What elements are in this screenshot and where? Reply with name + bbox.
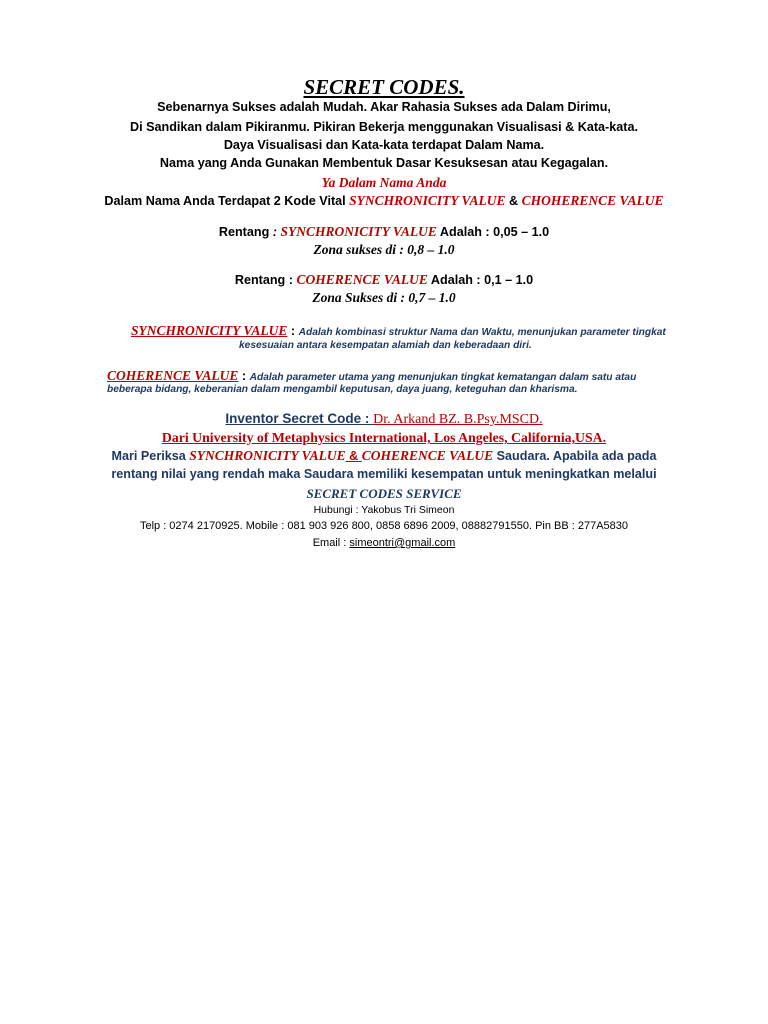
page-title: SECRET CODES. xyxy=(303,75,465,99)
range1-colon: : xyxy=(272,225,281,239)
inventor-line xyxy=(0,411,768,428)
contact-email-line xyxy=(0,537,768,549)
inventor-label: Inventor Secret Code : xyxy=(225,411,374,426)
check-line-2: rentang nilai yang rendah maka Saudara memiliki kesempatan untuk meningkatkan melalui xyxy=(111,467,657,481)
range1-suffix: Adalah : 0,05 – 1.0 xyxy=(436,225,550,239)
intro-line-4: Nama yang Anda Gunakan Membentuk Dasar Kesuksesan atau Kegagalan. xyxy=(159,156,609,170)
check-suffix: Saudara. Apabila ada pada xyxy=(493,449,657,463)
range1-prefix: Rentang xyxy=(218,225,273,239)
def-coherence-line-2: beberapa bidang, keberanian dalam mengambil keputusan, daya juang, keteguhan dan kharisma. xyxy=(107,384,578,395)
def-synchronicity-line-2: kesesuaian antara kesempatan alamiah dan keberadaan diri. xyxy=(239,340,532,351)
vital-codes-line xyxy=(0,193,768,209)
email-link[interactable]: simeontri@gmail.com xyxy=(349,537,456,549)
vital-prefix: Dalam Nama Anda Terdapat 2 Kode Vital xyxy=(104,194,350,208)
inventor-origin: Dari University of Metaphysics International, Los Angeles, California,USA. xyxy=(161,430,607,445)
range-synchronicity-line xyxy=(0,224,768,240)
check-line-1 xyxy=(0,448,768,464)
def1-term: SYNCHRONICITY VALUE xyxy=(131,323,288,338)
intro-line-2: Di Sandikan dalam Pikiranmu. Pikiran Bekerja menggunakan Visualisasi & Kata-kata. xyxy=(130,120,638,134)
zone-synchronicity: Zona sukses di : 0,8 – 1.0 xyxy=(313,242,455,257)
def1-text-1: Adalah kombinasi struktur Nama dan Waktu, menunjukan parameter tingkat xyxy=(298,327,666,338)
def2-text-1: Adalah parameter utama yang menunjukan tingkat kematangan dalam satu atau xyxy=(249,372,637,383)
def-coherence-line-1 xyxy=(107,367,636,385)
ya-dalam-nama: Ya Dalam Nama Anda xyxy=(321,175,447,190)
email-label: Email : xyxy=(312,537,350,549)
range2-suffix: Adalah : 0,1 – 1.0 xyxy=(427,273,534,287)
def2-colon: : xyxy=(238,369,250,383)
def-synchronicity-line-1 xyxy=(131,322,666,340)
zone-coherence: Zona Sukses di : 0,7 – 1.0 xyxy=(312,290,456,305)
secret-codes-service: SECRET CODES SERVICE xyxy=(306,486,462,501)
range2-name: COHERENCE VALUE xyxy=(296,272,428,287)
vital-code-coherence: CHOHERENCE VALUE xyxy=(521,193,664,208)
check-code-synchronicity: SYNCHRONICITY VALUE xyxy=(189,448,346,463)
contact-telp: Telp : 0274 2170925. Mobile : 081 903 926 800, 0858 6896 2009, 08882791550. Pin BB : 277A5830 xyxy=(139,520,629,532)
intro-line-3: Daya Visualisasi dan Kata-kata terdapat Dalam Nama. xyxy=(223,138,545,152)
def2-term: COHERENCE VALUE xyxy=(107,368,239,383)
vital-amp: & xyxy=(505,194,522,208)
def1-colon: : xyxy=(287,324,299,338)
vital-code-synchronicity: SYNCHRONICITY VALUE xyxy=(349,193,506,208)
range1-name: SYNCHRONICITY VALUE xyxy=(280,224,437,239)
contact-hubungi: Hubungi : Yakobus Tri Simeon xyxy=(313,504,455,516)
check-code-coherence: COHERENCE VALUE xyxy=(361,448,494,463)
range-coherence-line xyxy=(0,272,768,288)
range2-prefix: Rentang : xyxy=(234,273,297,287)
check-amp: & xyxy=(345,449,362,463)
inventor-name: Dr. Arkand BZ. B.Psy.MSCD. xyxy=(373,412,543,427)
intro-line-1: Sebenarnya Sukses adalah Mudah. Akar Rahasia Sukses ada Dalam Dirimu, xyxy=(157,100,611,114)
check-prefix: Mari Periksa xyxy=(111,449,190,463)
